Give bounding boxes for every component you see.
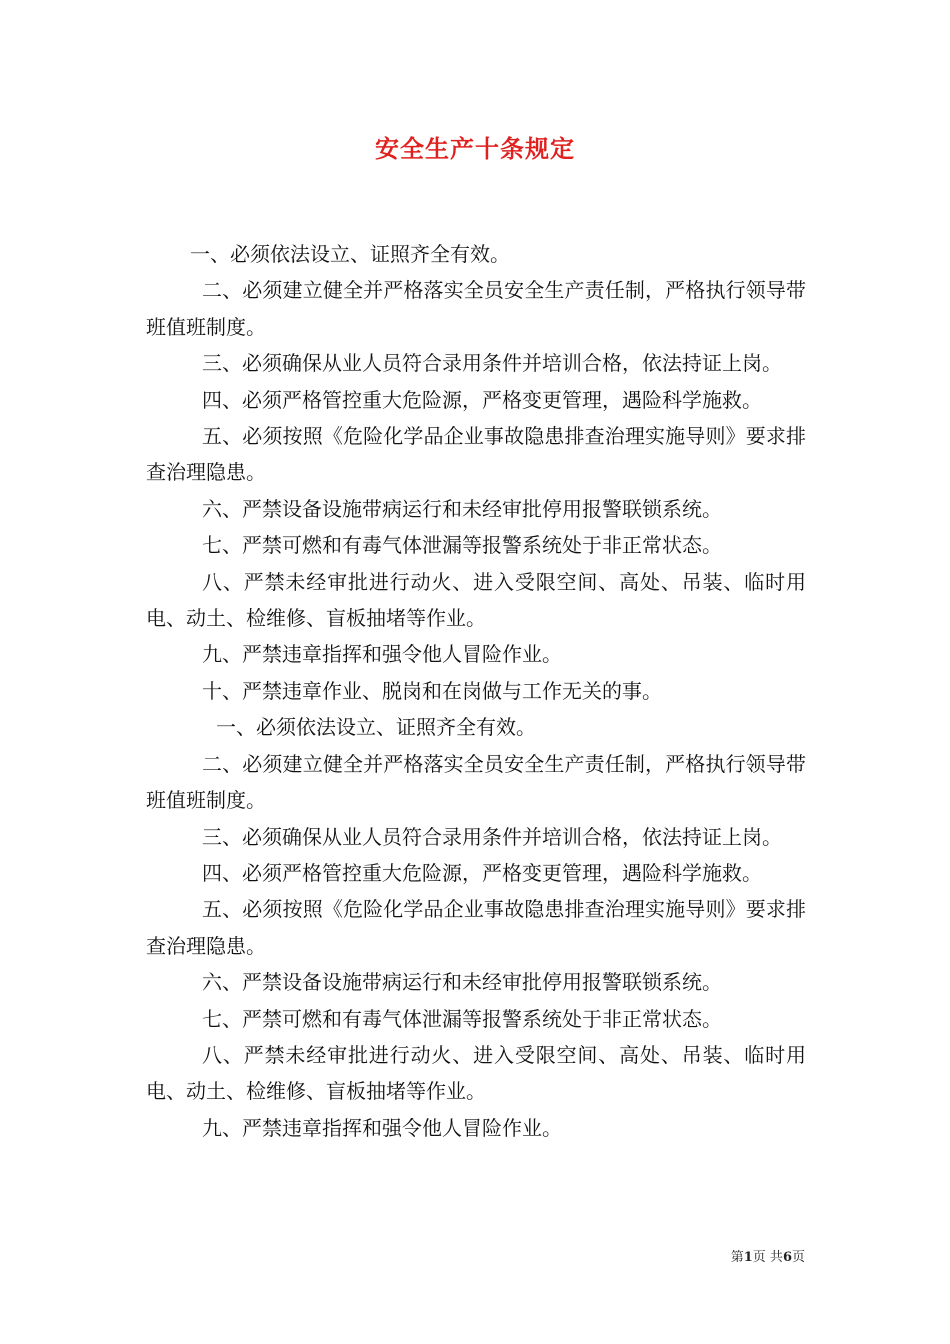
page-number-footer [731,1249,805,1267]
total-pages-number: 6 [782,1250,792,1265]
paragraph: 二、必须建立健全并严格落实全员安全生产责任制，严格执行领导带班值班制度。 [146,751,806,813]
document-body [146,236,806,1146]
paragraph: 八、严禁未经审批进行动火、进入受限空间、高处、吊装、临时用电、动土、检维修、盲板抽堵等作业。 [146,1042,806,1104]
paragraph: 九、严禁违章指挥和强令他人冒险作业。 [202,642,562,667]
paragraph: 一、必须依法设立、证照齐全有效。 [190,242,510,266]
paragraph: 十、严禁违章作业、脱岗和在岗做与工作无关的事。 [202,678,662,703]
paragraph: 八、严禁未经审批进行动火、进入受限空间、高处、吊装、临时用电、动土、检维修、盲板抽堵等作业。 [146,569,806,631]
paragraph: 三、必须确保从业人员符合录用条件并培训合格，依法持证上岗。 [202,824,782,849]
page-title: 安全生产十条规定 [375,135,575,163]
current-page-number: 1 [743,1250,753,1265]
footer-prefix: 第 [730,1250,744,1265]
paragraph: 三、必须确保从业人员符合录用条件并培训合格，依法持证上岗。 [202,351,782,376]
paragraph: 五、必须按照《危险化学品企业事故隐患排查治理实施导则》要求排查治理隐患。 [146,424,806,485]
footer-suffix: 页 [791,1250,805,1265]
paragraph: 二、必须建立健全并严格落实全员安全生产责任制，严格执行领导带班值班制度。 [146,278,806,339]
paragraph: 一、必须依法设立、证照齐全有效。 [216,715,536,740]
paragraph: 四、必须严格管控重大危险源，严格变更管理，遇险科学施救。 [202,860,762,885]
paragraph: 四、必须严格管控重大危险源，严格变更管理，遇险科学施救。 [202,387,762,412]
paragraph: 五、必须按照《危险化学品企业事故隐患排查治理实施导则》要求排查治理隐患。 [146,897,806,958]
paragraph: 九、严禁违章指挥和强令他人冒险作业。 [202,1115,562,1140]
paragraph: 七、严禁可燃和有毒气体泄漏等报警系统处于非正常状态。 [202,533,722,558]
paragraph: 六、严禁设备设施带病运行和未经审批停用报警联锁系统。 [202,970,722,995]
paragraph: 七、严禁可燃和有毒气体泄漏等报警系统处于非正常状态。 [202,1006,722,1031]
footer-middle: 页 共 [752,1250,783,1265]
paragraph: 六、严禁设备设施带病运行和未经审批停用报警联锁系统。 [202,496,722,521]
